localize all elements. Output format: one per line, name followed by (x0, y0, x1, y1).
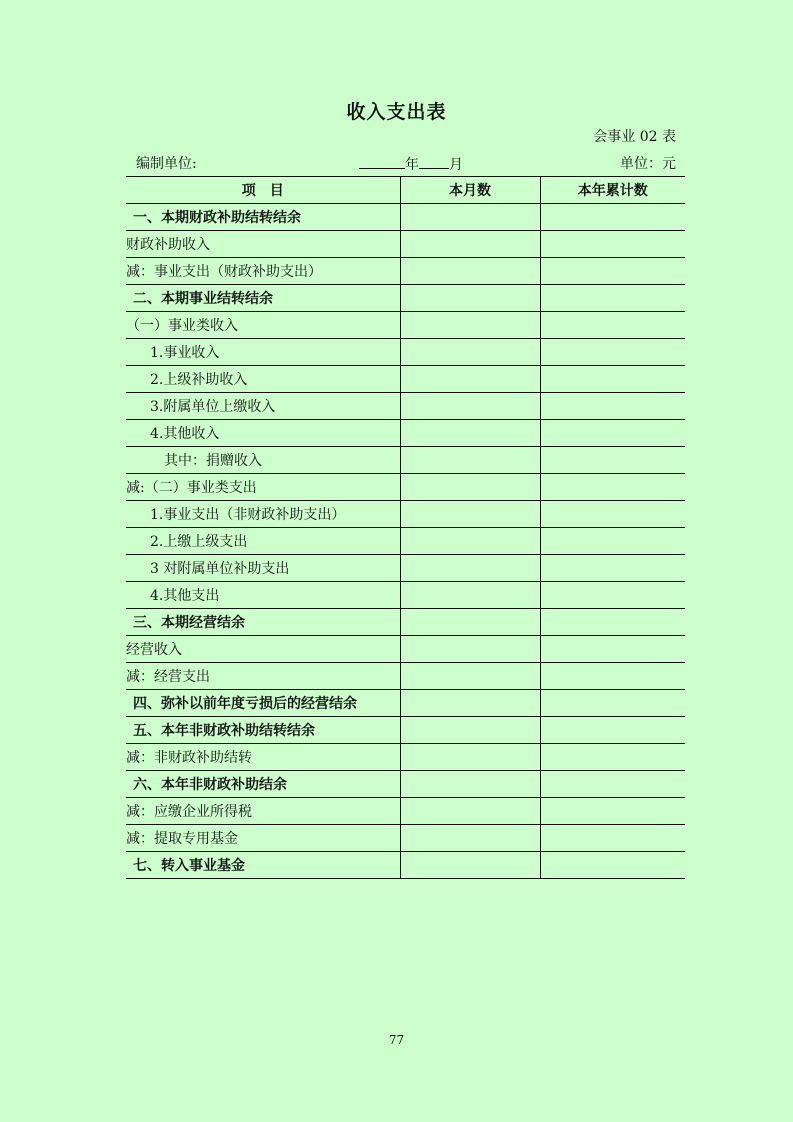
prepared-by-label: 编制单位: (136, 156, 197, 172)
row-item-label: 1.事业支出（非财政补助支出） (126, 501, 400, 528)
row-item-label: 七、转入事业基金 (126, 852, 400, 879)
row-item-label: 财政补助收入 (126, 231, 400, 258)
table-row (126, 636, 685, 663)
ytd-value-cell[interactable] (540, 636, 685, 663)
month-value-cell[interactable] (400, 798, 540, 825)
row-item-label: 四、弥补以前年度亏损后的经营结余 (126, 690, 400, 717)
column-header-month: 本月数 (400, 177, 540, 204)
table-row (126, 771, 685, 798)
table-row (126, 447, 685, 474)
ytd-value-cell[interactable] (540, 825, 685, 852)
row-item-label: 3 对附属单位补助支出 (126, 555, 400, 582)
currency-unit: 单位：元 (620, 156, 676, 172)
ytd-value-cell[interactable] (540, 852, 685, 879)
table-row (126, 393, 685, 420)
table-row (126, 420, 685, 447)
row-item-label: 3.附属单位上缴收入 (126, 393, 400, 420)
month-value-cell[interactable] (400, 609, 540, 636)
ytd-value-cell[interactable] (540, 717, 685, 744)
ytd-value-cell[interactable] (540, 312, 685, 339)
row-item-label: 减：经营支出 (126, 663, 400, 690)
month-value-cell[interactable] (400, 582, 540, 609)
ytd-value-cell[interactable] (540, 555, 685, 582)
row-item-label: 减:（二）事业类支出 (126, 474, 400, 501)
table-row (126, 312, 685, 339)
table-row (126, 825, 685, 852)
table-row (126, 366, 685, 393)
year-label: 年 (405, 157, 419, 173)
month-value-cell[interactable] (400, 285, 540, 312)
table-row (126, 798, 685, 825)
ytd-value-cell[interactable] (540, 285, 685, 312)
year-blank (359, 153, 405, 169)
ytd-value-cell[interactable] (540, 690, 685, 717)
row-item-label: 2.上级补助收入 (126, 366, 400, 393)
table-row (126, 744, 685, 771)
table-row (126, 582, 685, 609)
ytd-value-cell[interactable] (540, 393, 685, 420)
table-row (126, 204, 685, 231)
table-row (126, 690, 685, 717)
ytd-value-cell[interactable] (540, 744, 685, 771)
row-item-label: 2.上缴上级支出 (126, 528, 400, 555)
month-value-cell[interactable] (400, 825, 540, 852)
table-row (126, 501, 685, 528)
month-value-cell[interactable] (400, 204, 540, 231)
row-item-label: 4.其他支出 (126, 582, 400, 609)
column-header-item: 项 目 (126, 177, 400, 204)
row-item-label: 减：事业支出（财政补助支出） (126, 258, 400, 285)
row-item-label: 三、本期经营结余 (126, 609, 400, 636)
table-row (126, 717, 685, 744)
ytd-value-cell[interactable] (540, 771, 685, 798)
table-row (126, 528, 685, 555)
row-item-label: （一）事业类收入 (126, 312, 400, 339)
month-value-cell[interactable] (400, 690, 540, 717)
month-value-cell[interactable] (400, 258, 540, 285)
month-value-cell[interactable] (400, 393, 540, 420)
month-value-cell[interactable] (400, 528, 540, 555)
table-row (126, 285, 685, 312)
month-value-cell[interactable] (400, 771, 540, 798)
row-item-label: 减：提取专用基金 (126, 825, 400, 852)
month-value-cell[interactable] (400, 474, 540, 501)
page-title: 收入支出表 (346, 101, 447, 123)
table-body (126, 204, 685, 879)
table-row (126, 852, 685, 879)
month-value-cell[interactable] (400, 744, 540, 771)
table-row (126, 663, 685, 690)
report-meta-row (136, 153, 676, 173)
ytd-value-cell[interactable] (540, 501, 685, 528)
month-value-cell[interactable] (400, 717, 540, 744)
ytd-value-cell[interactable] (540, 582, 685, 609)
ytd-value-cell[interactable] (540, 366, 685, 393)
table-row (126, 258, 685, 285)
month-value-cell[interactable] (400, 555, 540, 582)
ytd-value-cell[interactable] (540, 609, 685, 636)
month-value-cell[interactable] (400, 366, 540, 393)
month-value-cell[interactable] (400, 312, 540, 339)
month-value-cell[interactable] (400, 636, 540, 663)
row-item-label: 1.事业收入 (126, 339, 400, 366)
ytd-value-cell[interactable] (540, 528, 685, 555)
month-value-cell[interactable] (400, 231, 540, 258)
month-label: 月 (449, 157, 463, 173)
ytd-value-cell[interactable] (540, 447, 685, 474)
month-value-cell[interactable] (400, 339, 540, 366)
report-period (359, 153, 463, 174)
row-item-label: 其中：捐赠收入 (126, 447, 400, 474)
ytd-value-cell[interactable] (540, 231, 685, 258)
table-row (126, 555, 685, 582)
table-header-row (126, 177, 685, 204)
table-row (126, 339, 685, 366)
ytd-value-cell[interactable] (540, 798, 685, 825)
column-header-ytd: 本年累计数 (540, 177, 685, 204)
month-blank (419, 153, 449, 169)
row-item-label: 六、本年非财政补助结余 (126, 771, 400, 798)
ytd-value-cell[interactable] (540, 474, 685, 501)
row-item-label: 经营收入 (126, 636, 400, 663)
page-number: 77 (388, 1033, 405, 1047)
ytd-value-cell[interactable] (540, 258, 685, 285)
table-row (126, 231, 685, 258)
ytd-value-cell[interactable] (540, 339, 685, 366)
row-item-label: 二、本期事业结转结余 (126, 285, 400, 312)
form-code: 会事业 02 表 (593, 129, 676, 145)
ytd-value-cell[interactable] (540, 420, 685, 447)
row-item-label: 五、本年非财政补助结转结余 (126, 717, 400, 744)
month-value-cell[interactable] (400, 852, 540, 879)
month-value-cell[interactable] (400, 663, 540, 690)
ytd-value-cell[interactable] (540, 663, 685, 690)
row-item-label: 一、本期财政补助结转结余 (126, 204, 400, 231)
month-value-cell[interactable] (400, 501, 540, 528)
income-expense-table (126, 176, 685, 879)
month-value-cell[interactable] (400, 420, 540, 447)
table-row (126, 609, 685, 636)
table-row (126, 474, 685, 501)
row-item-label: 减：应缴企业所得税 (126, 798, 400, 825)
ytd-value-cell[interactable] (540, 204, 685, 231)
row-item-label: 减：非财政补助结转 (126, 744, 400, 771)
month-value-cell[interactable] (400, 447, 540, 474)
row-item-label: 4.其他收入 (126, 420, 400, 447)
